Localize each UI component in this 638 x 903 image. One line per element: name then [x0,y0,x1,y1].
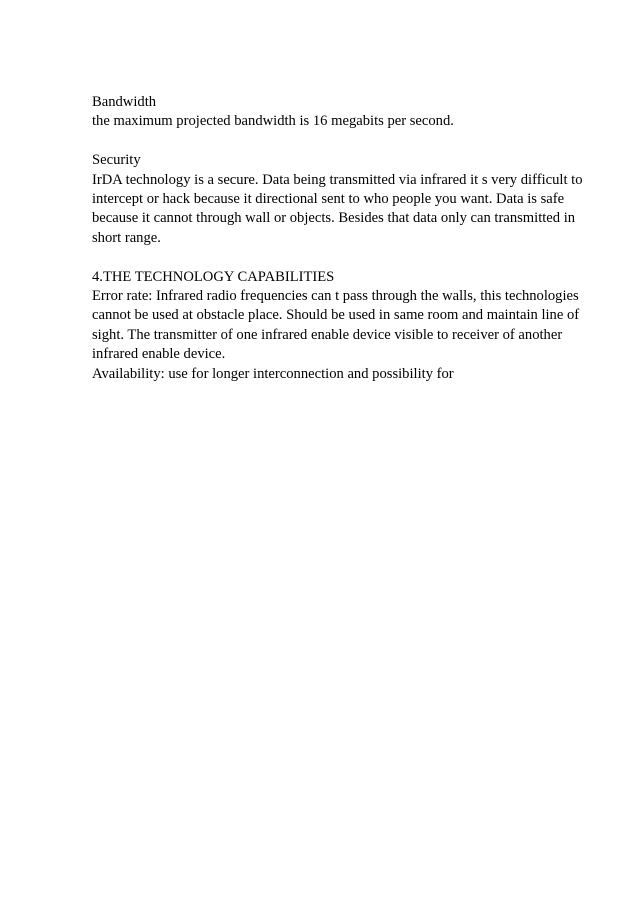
section-technology-capabilities [92,268,592,384]
paragraph-line: cannot be used at obstacle place. Should be used in same room and maintain line of [92,307,580,324]
section-bandwidth [92,93,592,132]
paragraph-line: Error rate: Infrared radio frequencies can t pass through the walls, this technologies [92,288,579,305]
paragraph-line: IrDA technology is a secure. Data being transmitted via infrared it s very difficult to [92,171,583,188]
paragraph-line: sight. The transmitter of one infrared enable device visible to receiver of another [92,326,563,343]
document-body [92,93,592,403]
paragraph-line: the maximum projected bandwidth is 16 megabits per second. [92,113,454,130]
paragraph-line: Availability: use for longer interconnection and possibility for [92,365,454,382]
paragraph-line: short range. [92,229,161,246]
section-heading: 4.THE TECHNOLOGY CAPABILITIES [92,268,335,285]
paragraph-line: infrared enable device. [92,346,226,363]
section-heading: Security [92,152,141,169]
section-security [92,151,592,248]
paragraph-line: because it cannot through wall or objects. Besides that data only can transmitted in [92,210,576,227]
section-heading: Bandwidth [92,94,157,110]
paragraph-line: intercept or hack because it directional sent to who people you want. Data is safe [92,191,565,208]
